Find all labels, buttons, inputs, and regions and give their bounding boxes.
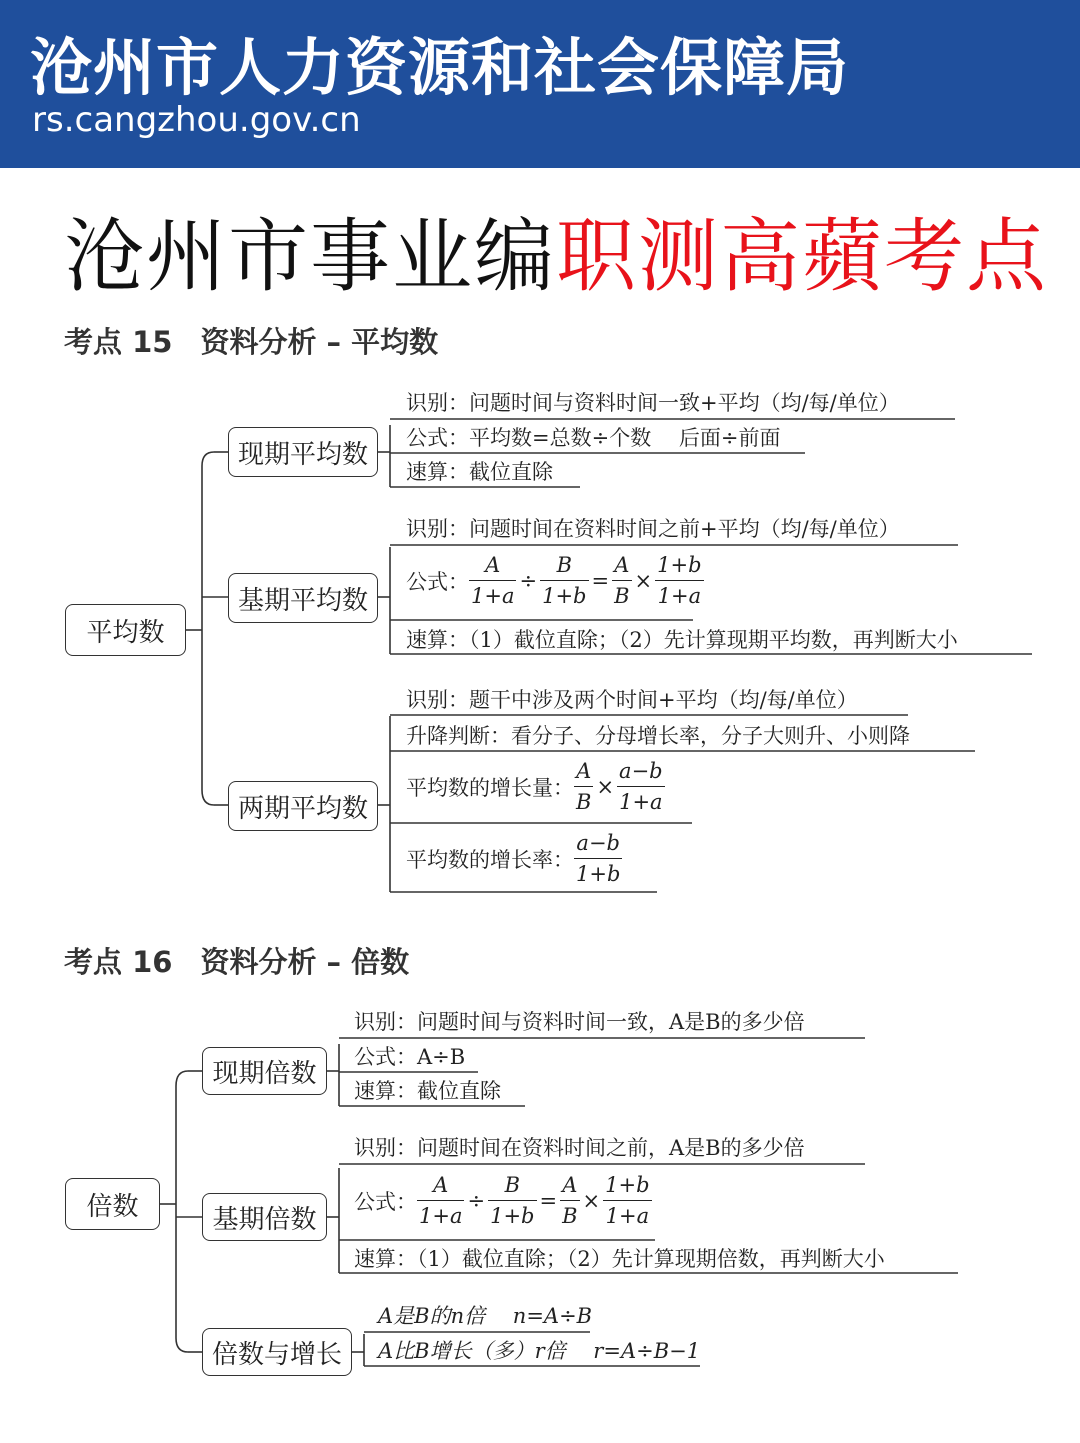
- branch-node-base-multiple: 基期倍数: [202, 1193, 327, 1241]
- leaf-two-avg-identify: 识别：题干中涉及两个时间+平均（均/每/单位）: [406, 688, 858, 712]
- fraction: $\frac{1+b}{1+a}$: [657, 553, 702, 608]
- leaf-current-avg-quick: 速算：截位直除: [406, 460, 553, 484]
- fraction: $\frac{A}{B}$: [614, 553, 630, 608]
- fraction: $\frac{A}{1+a}$: [471, 553, 515, 608]
- leaf-current-mult-identify: 识别：问题时间与资料时间一致，A是B的多少倍: [354, 1010, 805, 1034]
- page-title-red: 职测高蘋考点: [556, 210, 1048, 303]
- section-16-title: [64, 940, 409, 981]
- leaf-two-avg-growth-rate: [406, 830, 622, 887]
- leaf-current-mult-formula: 公式：A÷B: [354, 1045, 466, 1069]
- leaf-mult-growth-r: A比B增长（多）r倍 r=A÷B−1: [378, 1339, 701, 1363]
- leaf-current-avg-identify: 识别：问题时间与资料时间一致+平均（均/每/单位）: [406, 391, 900, 415]
- operator: ×: [582, 1188, 601, 1213]
- fraction: $\frac{A}{B}$: [576, 759, 592, 814]
- root-node-average: 平均数: [65, 604, 186, 656]
- formula-label: 平均数的增长率：: [406, 847, 574, 872]
- fraction: $\frac{A}{B}$: [562, 1173, 578, 1228]
- leaf-base-avg-formula: [406, 552, 704, 609]
- leaf-base-avg-identify: 识别：问题时间在资料时间之前+平均（均/每/单位）: [406, 517, 900, 541]
- operator: ×: [596, 774, 615, 799]
- branch-node-two-period-average: 两期平均数: [228, 781, 378, 831]
- section-16-label: 考点 16: [64, 945, 173, 979]
- leaf-mult-growth-n: A是B的n倍 n=A÷B: [378, 1304, 593, 1328]
- branch-node-current-average: 现期平均数: [228, 427, 378, 477]
- operator: =: [539, 1188, 558, 1213]
- section-15-heading: 资料分析 – 平均数: [200, 325, 439, 359]
- operator: =: [591, 568, 610, 593]
- leaf-two-avg-growth-amount: [406, 758, 665, 815]
- operator: ÷: [519, 568, 538, 593]
- banner-title: 沧州市人力资源和社会保障局: [30, 31, 850, 104]
- leaf-base-avg-quick: 速算：（1）截位直除；（2）先计算现期平均数，再判断大小: [406, 628, 958, 652]
- formula-label: 公式：: [354, 1189, 417, 1214]
- page-title-black: 沧州市事业编: [64, 210, 556, 303]
- leaf-current-avg-formula: 公式：平均数=总数÷个数 后面÷前面: [406, 426, 781, 450]
- branch-node-multiple-growth: 倍数与增长: [202, 1328, 352, 1376]
- leaf-current-mult-quick: 速算：截位直除: [354, 1079, 501, 1103]
- fraction: $\frac{a-b}{1+a}$: [619, 759, 663, 814]
- branch-node-current-multiple: 现期倍数: [202, 1047, 327, 1095]
- formula-label: 公式：: [406, 569, 469, 594]
- root-node-multiple: 倍数: [65, 1178, 160, 1230]
- leaf-base-mult-quick: 速算：（1）截位直除；（2）先计算现期倍数，再判断大小: [354, 1247, 885, 1271]
- section-15-label: 考点 15: [64, 325, 173, 359]
- fraction: $\frac{A}{1+a}$: [419, 1173, 463, 1228]
- section-16-heading: 资料分析 – 倍数: [200, 945, 410, 979]
- branch-node-base-average: 基期平均数: [228, 573, 378, 623]
- fraction: $\frac{B}{1+b}$: [490, 1173, 535, 1228]
- fraction: $\frac{1+b}{1+a}$: [605, 1173, 650, 1228]
- leaf-two-avg-trend: 升降判断：看分子、分母增长率，分子大则升、小则降: [406, 724, 910, 748]
- fraction: $\frac{B}{1+b}$: [542, 553, 587, 608]
- operator: ÷: [467, 1188, 486, 1213]
- operator: ×: [634, 568, 653, 593]
- leaf-base-mult-identify: 识别：问题时间在资料时间之前，A是B的多少倍: [354, 1136, 805, 1160]
- leaf-base-mult-formula: [354, 1172, 652, 1229]
- fraction: $\frac{a-b}{1+b}$: [576, 831, 621, 886]
- banner-url[interactable]: rs.cangzhou.gov.cn: [32, 100, 361, 140]
- formula-label: 平均数的增长量：: [406, 775, 574, 800]
